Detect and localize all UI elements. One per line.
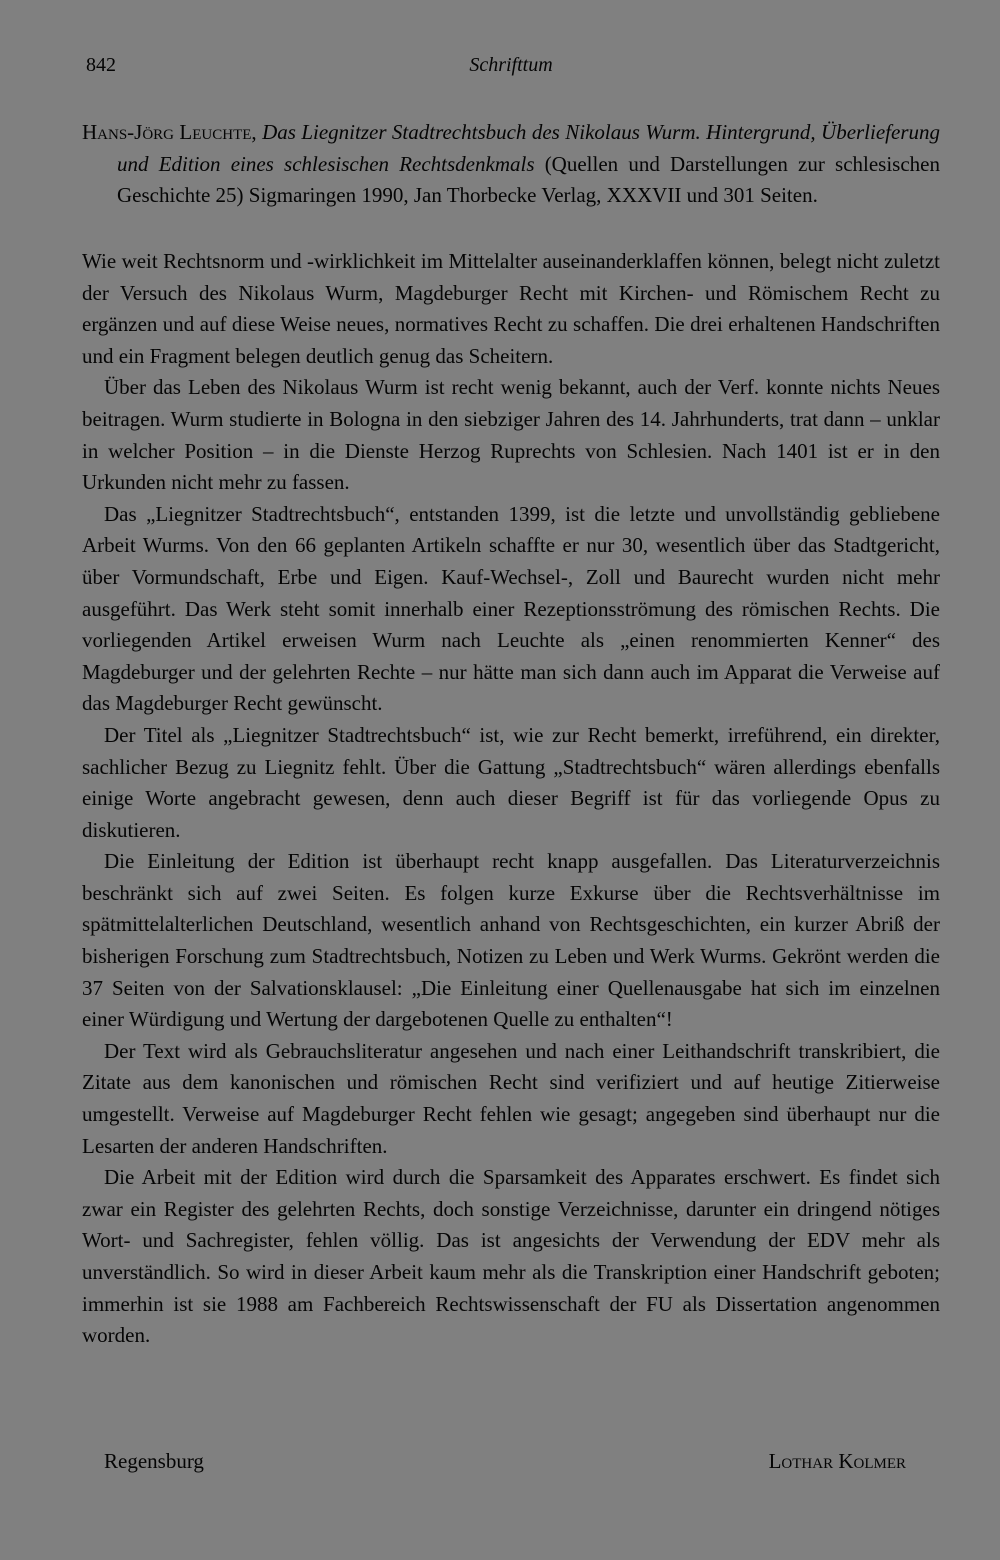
review-paragraph: Das „Liegnitzer Stadtrechtsbuch“, entstanden 1399, ist die letzte und unvollständig gebliebene Arbeit Wurms. Von den 66 geplanten Artikeln schaffte er nur 30, wesentlich über das Stadtgericht, über Vormundschaft, Erbe und Eigen. Kauf-Wechsel-, Zoll und Baurecht wurden nicht mehr ausgeführt. Das Werk steht somit innerhalb einer Rezeptionsströmung des römischen Rechts. Die vorliegenden Artikel erweisen Wurm nach Leuchte als „einen renommierten Kenner“ des Magdeburger und der gelehrten Rechte – nur hätte man sich dann auch im Apparat die Verweise auf das Magdeburger Recht gewünscht. xyxy=(82,501,940,716)
running-title: Schrifttum xyxy=(469,54,553,76)
review-paragraph: Wie weit Rechtsnorm und -wirklichkeit im Mittelalter auseinanderklaffen können, belegt nicht zuletzt der Versuch des Nikolaus Wurm, Magdeburger Recht mit Kirchen- und Römischem Recht zu ergänzen und auf diese Weise neues, normatives Recht zu schaffen. Die drei erhaltenen Handschriften und ein Fragment belegen deutlich genug das Scheitern. xyxy=(82,249,940,368)
citation-title: Das Liegnitzer Stadtrechtsbuch des Nikolaus Wurm. Hintergrund, Überlieferung und Edition eines schlesischen Rechtsdenkmals xyxy=(117,120,941,176)
signature xyxy=(82,1446,940,1478)
signature-place: Regensburg xyxy=(104,1449,204,1473)
page-number: 842 xyxy=(86,54,116,76)
review-paragraph: Der Text wird als Gebrauchsliteratur angesehen und nach einer Leithandschrift transkribiert, die Zitate aus dem kanonischen und römischen Recht sind verifiziert und auf heutige Zitierweise umgestellt. Verweise auf Magdeburger Recht fehlen wie gesagt; angegeben sind überhaupt nur die Lesarten der anderen Handschriften. xyxy=(82,1038,940,1158)
review-body xyxy=(82,246,940,1352)
review-paragraph: Der Titel als „Liegnitzer Stadtrechtsbuch“ ist, wie zur Recht bemerkt, irreführend, ein direkter, sachlicher Bezug zu Liegnitz fehlt. Über die Gattung „Stadtrechtsbuch“ wären allerdings ebenfalls einige Worte angebracht gewesen, denn auch dieser Begriff ist für das vorliegende Opus zu diskutieren. xyxy=(82,722,940,842)
book-citation xyxy=(82,117,940,212)
review-paragraph: Die Arbeit mit der Edition wird durch die Sparsamkeit des Apparates erschwert. Es findet sich zwar ein Register des gelehrten Rechts, doch sonstige Verzeichnisse, darunter ein dringend nötiges Wort- und Sachregister, fehlen völlig. Das ist angesichts der Verwendung der EDV mehr als unverständlich. So wird in dieser Arbeit kaum mehr als die Transkription einer Handschrift geboten; immerhin ist sie 1988 am Fachbereich Rechtswissenschaft der FU als Dissertation angenommen worden. xyxy=(82,1165,940,1348)
review-paragraph: Über das Leben des Nikolaus Wurm ist recht wenig bekannt, auch der Verf. konnte nichts Neues beitragen. Wurm studierte in Bologna in den siebziger Jahren des 14. Jahrhunderts, trat dann – unklar in welcher Position – in die Dienste Herzog Ruprechts von Schlesien. Nach 1401 ist er in den Urkunden nicht mehr zu fassen. xyxy=(82,375,940,495)
review-paragraph: Die Einleitung der Edition ist überhaupt recht knapp ausgefallen. Das Literaturverzeichnis beschränkt sich auf zwei Seiten. Es folgen kurze Exkurse über die Rechtsverhältnisse im spätmittelalterlichen Deutschland, wesentlich anhand von Rechtsgeschichten, ein kurzer Abriß der bisherigen Forschung zum Stadtrechtsbuch, Notizen zu Leben und Werk Wurms. Gekrönt werden die 37 Seiten von der Salvationsklausel: „Die Einleitung einer Quellenausgabe hat sich im einzelnen einer Würdigung und Wertung der dargebotenen Quelle zu enthalten“! xyxy=(82,849,940,1032)
signature-name: Lothar Kolmer xyxy=(768,1449,906,1473)
citation-details: (Quellen und Darstellungen zur schlesischen Geschichte 25) Sigmaringen 1990, Jan Thorbecke Verlag, XXXVII und 301 Seiten. xyxy=(117,151,940,208)
running-head xyxy=(82,52,940,84)
citation-author: Hans-Jörg Leuchte, xyxy=(82,120,257,144)
